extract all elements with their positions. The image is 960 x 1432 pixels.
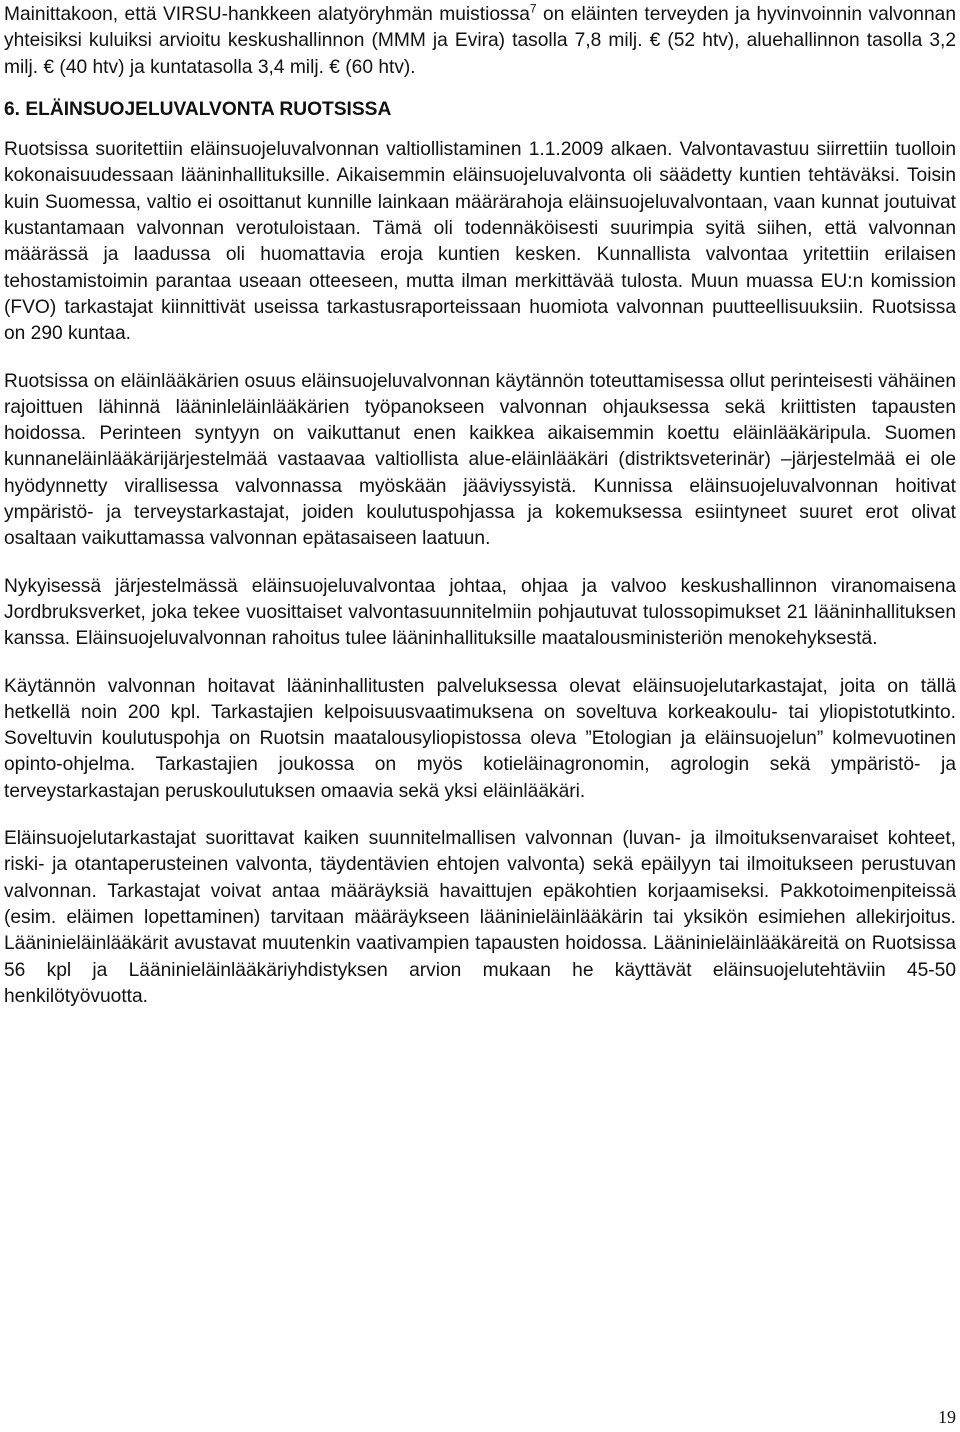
intro-text-part2: on eläinten terveyden ja hyvinvoinnin valvonnan yhteisiksi kuluiksi arvioitu keskushallinnon (MMM ja Evira) tasolla 7,8 milj. € (52 htv), aluehallinnon tasolla 3,2 milj. € (40 htv) ja kuntatasolla 3,4 milj. € (60 htv). [4,4,956,78]
intro-paragraph [4,2,956,81]
document-page [4,2,956,1010]
section-heading: 6. ELÄINSUOJELUVALVONTA RUOTSISSA [4,98,392,120]
page-number: 19 [938,1407,956,1427]
paragraph-valtiollistaminen: Ruotsissa suoritettiin eläinsuojeluvalvonnan valtiollistaminen 1.1.2009 alkaen. Valvontavastuu siirrettiin tuolloin kokonaisuudessaan lääninhallituksille. Aikaisemmin eläinsuojeluvalvonta oli säädetty kuntien tehtäväksi. Toisin kuin Suomessa, valtio ei osoittanut kunnille lainkaan määrärahoja eläinsuojeluvalvontaan, vaan kunnat joutuivat kustantamaan valvonnan verotuloistaan. Tämä oli todennäköisesti suurimpia syitä siihen, että valvonnan määrässä ja laadussa oli huomattavia eroja kuntien kesken. Kunnallista valvontaa yritettiin erilaisen tehostamistoimin parantaa useaan otteeseen, mutta ilman merkittävää tulosta. Muun muassa EU:n komission (FVO) tarkastajat kiinnittivät useissa tarkastusraporteissaan huomiota valvonnan puutteellisuuksiin. Ruotsissa on 290 kuntaa. [4,139,956,345]
intro-text-part1: Mainittakoon, että VIRSU-hankkeen alatyöryhmän muistiossa [4,4,530,25]
footnote-reference[interactable]: 7 [529,1,537,16]
paragraph-kaytannon-valvonta: Käytännön valvonnan hoitavat lääninhallitusten palveluksessa olevat eläinsuojelutarkastajat, joita on tällä hetkellä noin 200 kpl. Tarkastajien kelpoisuusvaatimuksena on soveltuva korkeakoulu- tai yliopistotutkinto. Soveltuvin koulutuspohja on Ruotsin maatalousyliopistossa oleva ”Etologian ja eläinsuojelun” kolmevuotinen opinto-ohjelma. Tarkastajien joukossa on myös kotieläinagronomin, agrologin sekä ympäristö- ja terveystarkastajan peruskoulutuksen omaavia sekä yksi eläinlääkäri. [4,675,956,802]
paragraph-elainlaakarien-osuus: Ruotsissa on eläinlääkärien osuus eläinsuojeluvalvonnan käytännön toteuttamisessa ollut perinteisesti vähäinen rajoittuen lähinnä lääninleläinlääkärien työpanokseen valvonnan ohjauksessa sekä kriittisten tapausten hoidossa. Perinteen syntyyn on vaikuttanut enen kaikkea aikaisemmin koettu eläinlääkäripula. Suomen kunnaneläinlääkärijärjestelmää vastaavaa valtiollista alue-eläinlääkäri (distriktsveterinär) –järjestelmää ei ole hyödynnetty virallisessa valvonnassa myöskään jääviyssyistä. Kunnissa eläinsuojeluvalvonnan hoitivat ympäristö- ja terveystarkastajat, joiden koulutuspohjassa ja kokemuksessa esiintyneet suuret erot olivat osaltaan vaikuttamassa valvonnan epätasaiseen laatuun. [4,370,956,550]
paragraph-tarkastajien-tehtavat: Eläinsuojelutarkastajat suorittavat kaiken suunnitelmallisen valvonnan (luvan- ja ilmoituksenvaraiset kohteet, riski- ja otantaperusteinen valvonta, täydentävien ehtojen valvonta) sekä epäilyyn tai ilmoitukseen perustuvan valvonnan. Tarkastajat voivat antaa määräyksiä havaittujen epäkohtien korjaamiseksi. Pakkotoimenpiteissä (esim. eläimen lopettaminen) tarvitaan määräykseen lääninieläinlääkärin tai yksikön esimiehen allekirjoitus. Lääninieläinlääkärit avustavat muutenkin vaativampien tapausten hoidossa. Lääninieläinlääkäreitä on Ruotsissa 56 kpl ja Lääninieläinlääkäriyhdistyksen arvion mukaan he käyttävät eläinsuojelutehtäviin 45-50 henkilötyövuotta. [4,828,956,1007]
paragraph-nykyinen-jarjestelma: Nykyisessä järjestelmässä eläinsuojeluvalvontaa johtaa, ohjaa ja valvoo keskushallinnon viranomaisena Jordbruksverket, joka tekee vuosittaiset valvontasuunnitelmiin pohjautuvat tulossopimukset 21 lääninhallituksen kanssa. Eläinsuojeluvalvonnan rahoitus tulee lääninhallituksille maatalousministeriön menokehyksestä. [4,575,956,650]
